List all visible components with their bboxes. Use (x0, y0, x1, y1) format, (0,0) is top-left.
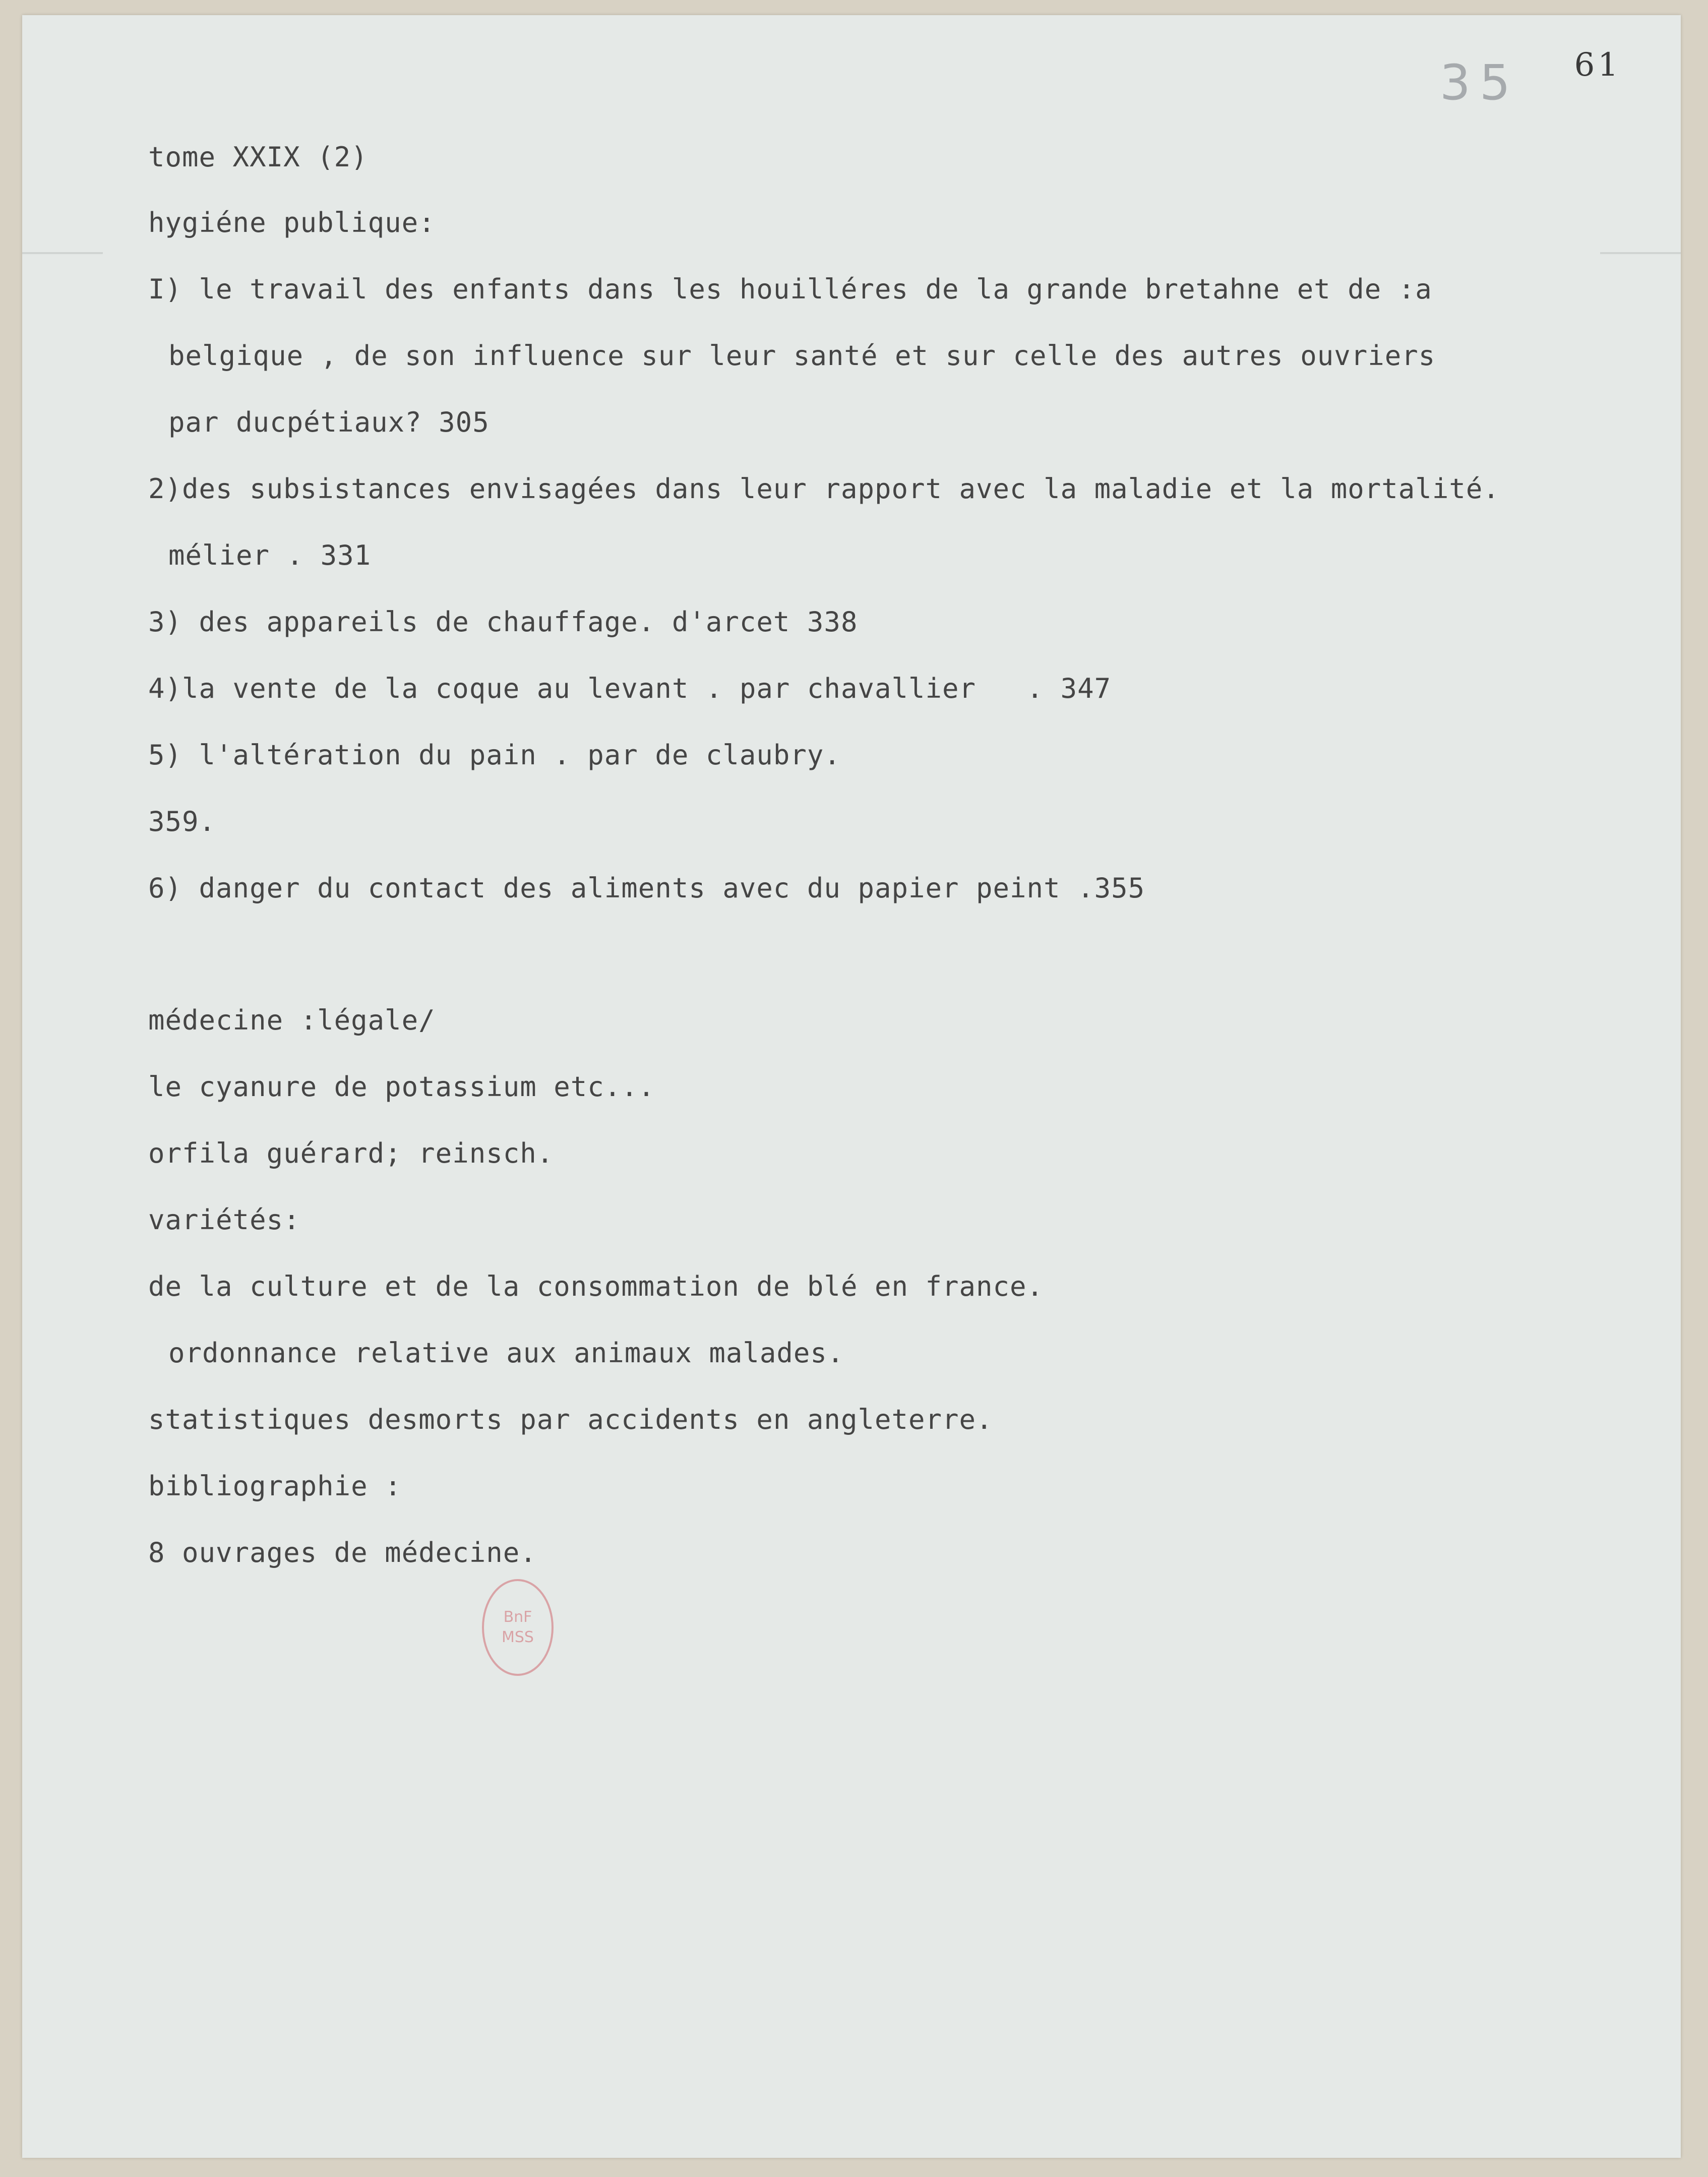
section-heading-bibliographie: bibliographie : (148, 1470, 402, 1502)
volume-heading: tome XXIX (2) (148, 141, 368, 173)
folio-number: 61 (1574, 46, 1621, 84)
text-line: de la culture et de la consommation de blé en france. (148, 1271, 1044, 1302)
text-line: 5) l'altération du pain . par de claubry. (148, 739, 841, 771)
text-line: I) le travail des enfants dans les houilléres de la grande bretahne et de :a (148, 273, 1432, 305)
text-line: mélier . 331 (168, 539, 372, 571)
pencil-page-number: 35 (1439, 54, 1519, 111)
text-line: 2)des subsistances envisagées dans leur rapport avec la maladie et la mortalité. (148, 473, 1500, 505)
text-line: par ducpétiaux? 305 (168, 406, 490, 438)
text-line: ordonnance relative aux animaux malades. (168, 1337, 844, 1369)
text-line: 359. (148, 806, 216, 837)
text-line: 3) des appareils de chauffage. d'arcet 338 (148, 606, 858, 638)
margin-mark-right (1600, 252, 1681, 254)
document-page (22, 15, 1681, 2158)
text-line: le cyanure de potassium etc... (148, 1071, 655, 1103)
stamp-text: BnF (503, 1608, 532, 1626)
section-heading-varietes: variétés: (148, 1204, 300, 1236)
text-line: statistiques desmorts par accidents en angleterre. (148, 1404, 993, 1435)
text-line: 4)la vente de la coque au levant . par chavallier . 347 (148, 673, 1112, 704)
text-line: 8 ouvrages de médecine. (148, 1537, 537, 1568)
library-stamp (482, 1579, 554, 1676)
section-heading-hygiene: hygiéne publique: (148, 207, 436, 238)
section-heading-medecine: médecine :légale/ (148, 1004, 436, 1036)
margin-mark-left (22, 252, 103, 254)
text-line: orfila guérard; reinsch. (148, 1137, 554, 1169)
text-line: belgique , de son influence sur leur santé et sur celle des autres ouvriers (168, 340, 1436, 372)
text-line: 6) danger du contact des aliments avec du papier peint .355 (148, 872, 1145, 904)
stamp-text: MSS (502, 1628, 534, 1646)
